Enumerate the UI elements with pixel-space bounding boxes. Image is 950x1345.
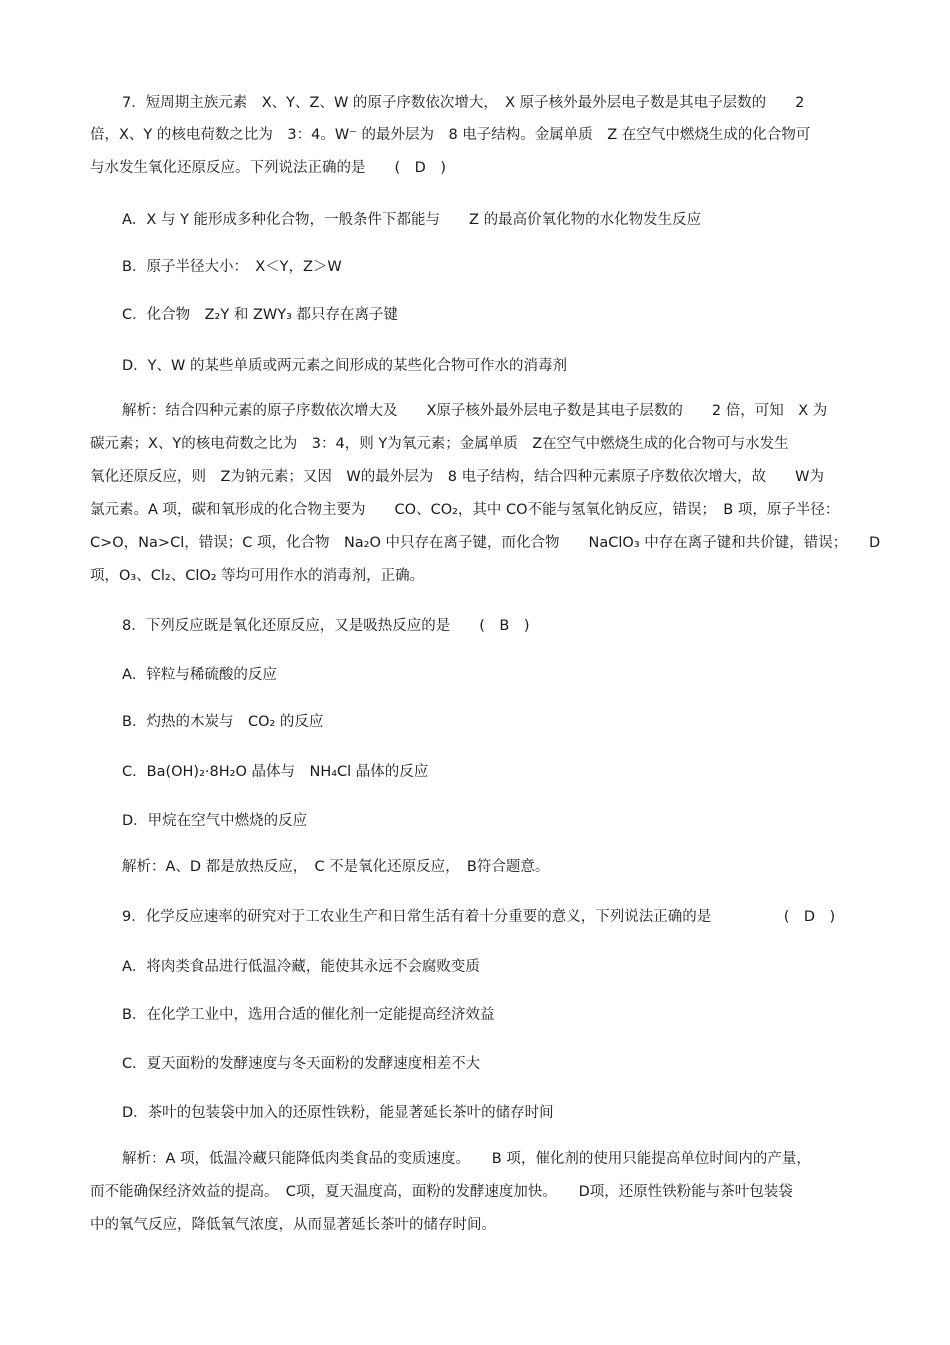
q9-analysis-line-1: 解析：A 项，低温冷藏只能降低肉类食品的变质速度。 B 项，催化剂的使用只能提高单位时间内的产量， — [122, 1151, 811, 1167]
q9-option-d: D．茶叶的包装袋中加入的还原性铁粉，能显著延长茶叶的储存时间 — [122, 1105, 554, 1121]
q7-option-a: A．X 与 Y 能形成多种化合物，一般条件下都能与 Z 的最高价氧化物的水化物发生反应 — [122, 212, 702, 228]
q8-option-d: D．甲烷在空气中燃烧的反应 — [122, 813, 308, 829]
q8-option-b: B．灼热的木炭与 CO₂ 的反应 — [122, 714, 324, 730]
q9-option-b: B．在化学工业中，选用合适的催化剂一定能提高经济效益 — [122, 1007, 495, 1023]
q7-option-d: D．Y、W 的某些单质或两元素之间形成的某些化合物可作水的消毒剂 — [122, 358, 567, 374]
q7-analysis-line-5: C>O，Na>Cl，错误；C 项，化合物 Na₂O 中只存在离子键，而化合物 NaClO₃ 中存在离子键和共价键，错误； D — [90, 535, 881, 551]
q7-analysis-line-3: 氧化还原反应，则 Z为钠元素；又因 W的最外层为 8 电子结构，结合四种元素原子序数依次增大，故 W为 — [90, 469, 824, 485]
q7-analysis-line-4: 氯元素。A 项，碳和氧形成的化合物主要为 CO、CO₂，其中 CO不能与氢氧化钠反应，错误； B 项，原子半径： — [90, 502, 840, 518]
q9-stem: 9．化学反应速率的研究对于工农业生产和日常生活有着十分重要的意义，下列说法正确的是 ( D ) — [122, 909, 836, 925]
q8-option-c: C．Ba(OH)₂·8H₂O 晶体与 NH₄Cl 晶体的反应 — [122, 764, 429, 780]
q7-analysis-line-2: 碳元素；X、Y的核电荷数之比为 3：4，则 Y为氧元素；金属单质 Z在空气中燃烧生成的化合物可与水发生 — [90, 436, 789, 452]
q9-analysis-line-2: 而不能确保经济效益的提高。 C项，夏天温度高，面粉的发酵速度加快。 D项，还原性铁粉能与茶叶包装袋 — [90, 1184, 793, 1200]
q7-stem-line-3: 与水发生氧化还原反应。下列说法正确的是 ( D ) — [90, 160, 446, 176]
q9-option-a: A．将肉类食品进行低温冷藏，能使其永远不会腐败变质 — [122, 959, 480, 975]
q7-analysis-line-1: 解析：结合四种元素的原子序数依次增大及 X原子核外最外层电子数是其电子层数的 2 倍，可知 X 为 — [122, 403, 828, 419]
q7-option-b: B．原子半径大小： X＜Y，Z＞W — [122, 259, 342, 275]
q8-stem: 8．下列反应既是氧化还原反应，又是吸热反应的是 ( B ) — [122, 618, 530, 634]
q7-stem-line-2: 倍，X、Y 的核电荷数之比为 3：4。W⁻ 的最外层为 8 电子结构。金属单质 Z 在空气中燃烧生成的化合物可 — [90, 127, 811, 143]
q7-stem-line-1: 7．短周期主族元素 X、Y、Z、W 的原子序数依次增大， X 原子核外最外层电子数是其电子层数的 2 — [122, 95, 805, 111]
q7-option-c: C．化合物 Z₂Y 和 ZWY₃ 都只存在离子键 — [122, 307, 398, 323]
q8-analysis: 解析：A、D 都是放热反应， C 不是氧化还原反应， B符合题意。 — [122, 859, 550, 875]
q9-option-c: C．夏天面粉的发酵速度与冬天面粉的发酵速度相差不大 — [122, 1056, 481, 1072]
q8-option-a: A．锌粒与稀硫酸的反应 — [122, 667, 277, 683]
q7-analysis-line-6: 项，O₃、Cl₂、ClO₂ 等均可用作水的消毒剂，正确。 — [90, 568, 425, 584]
q9-analysis-line-3: 中的氧气反应，降低氧气浓度，从而显著延长茶叶的储存时间。 — [90, 1217, 496, 1233]
